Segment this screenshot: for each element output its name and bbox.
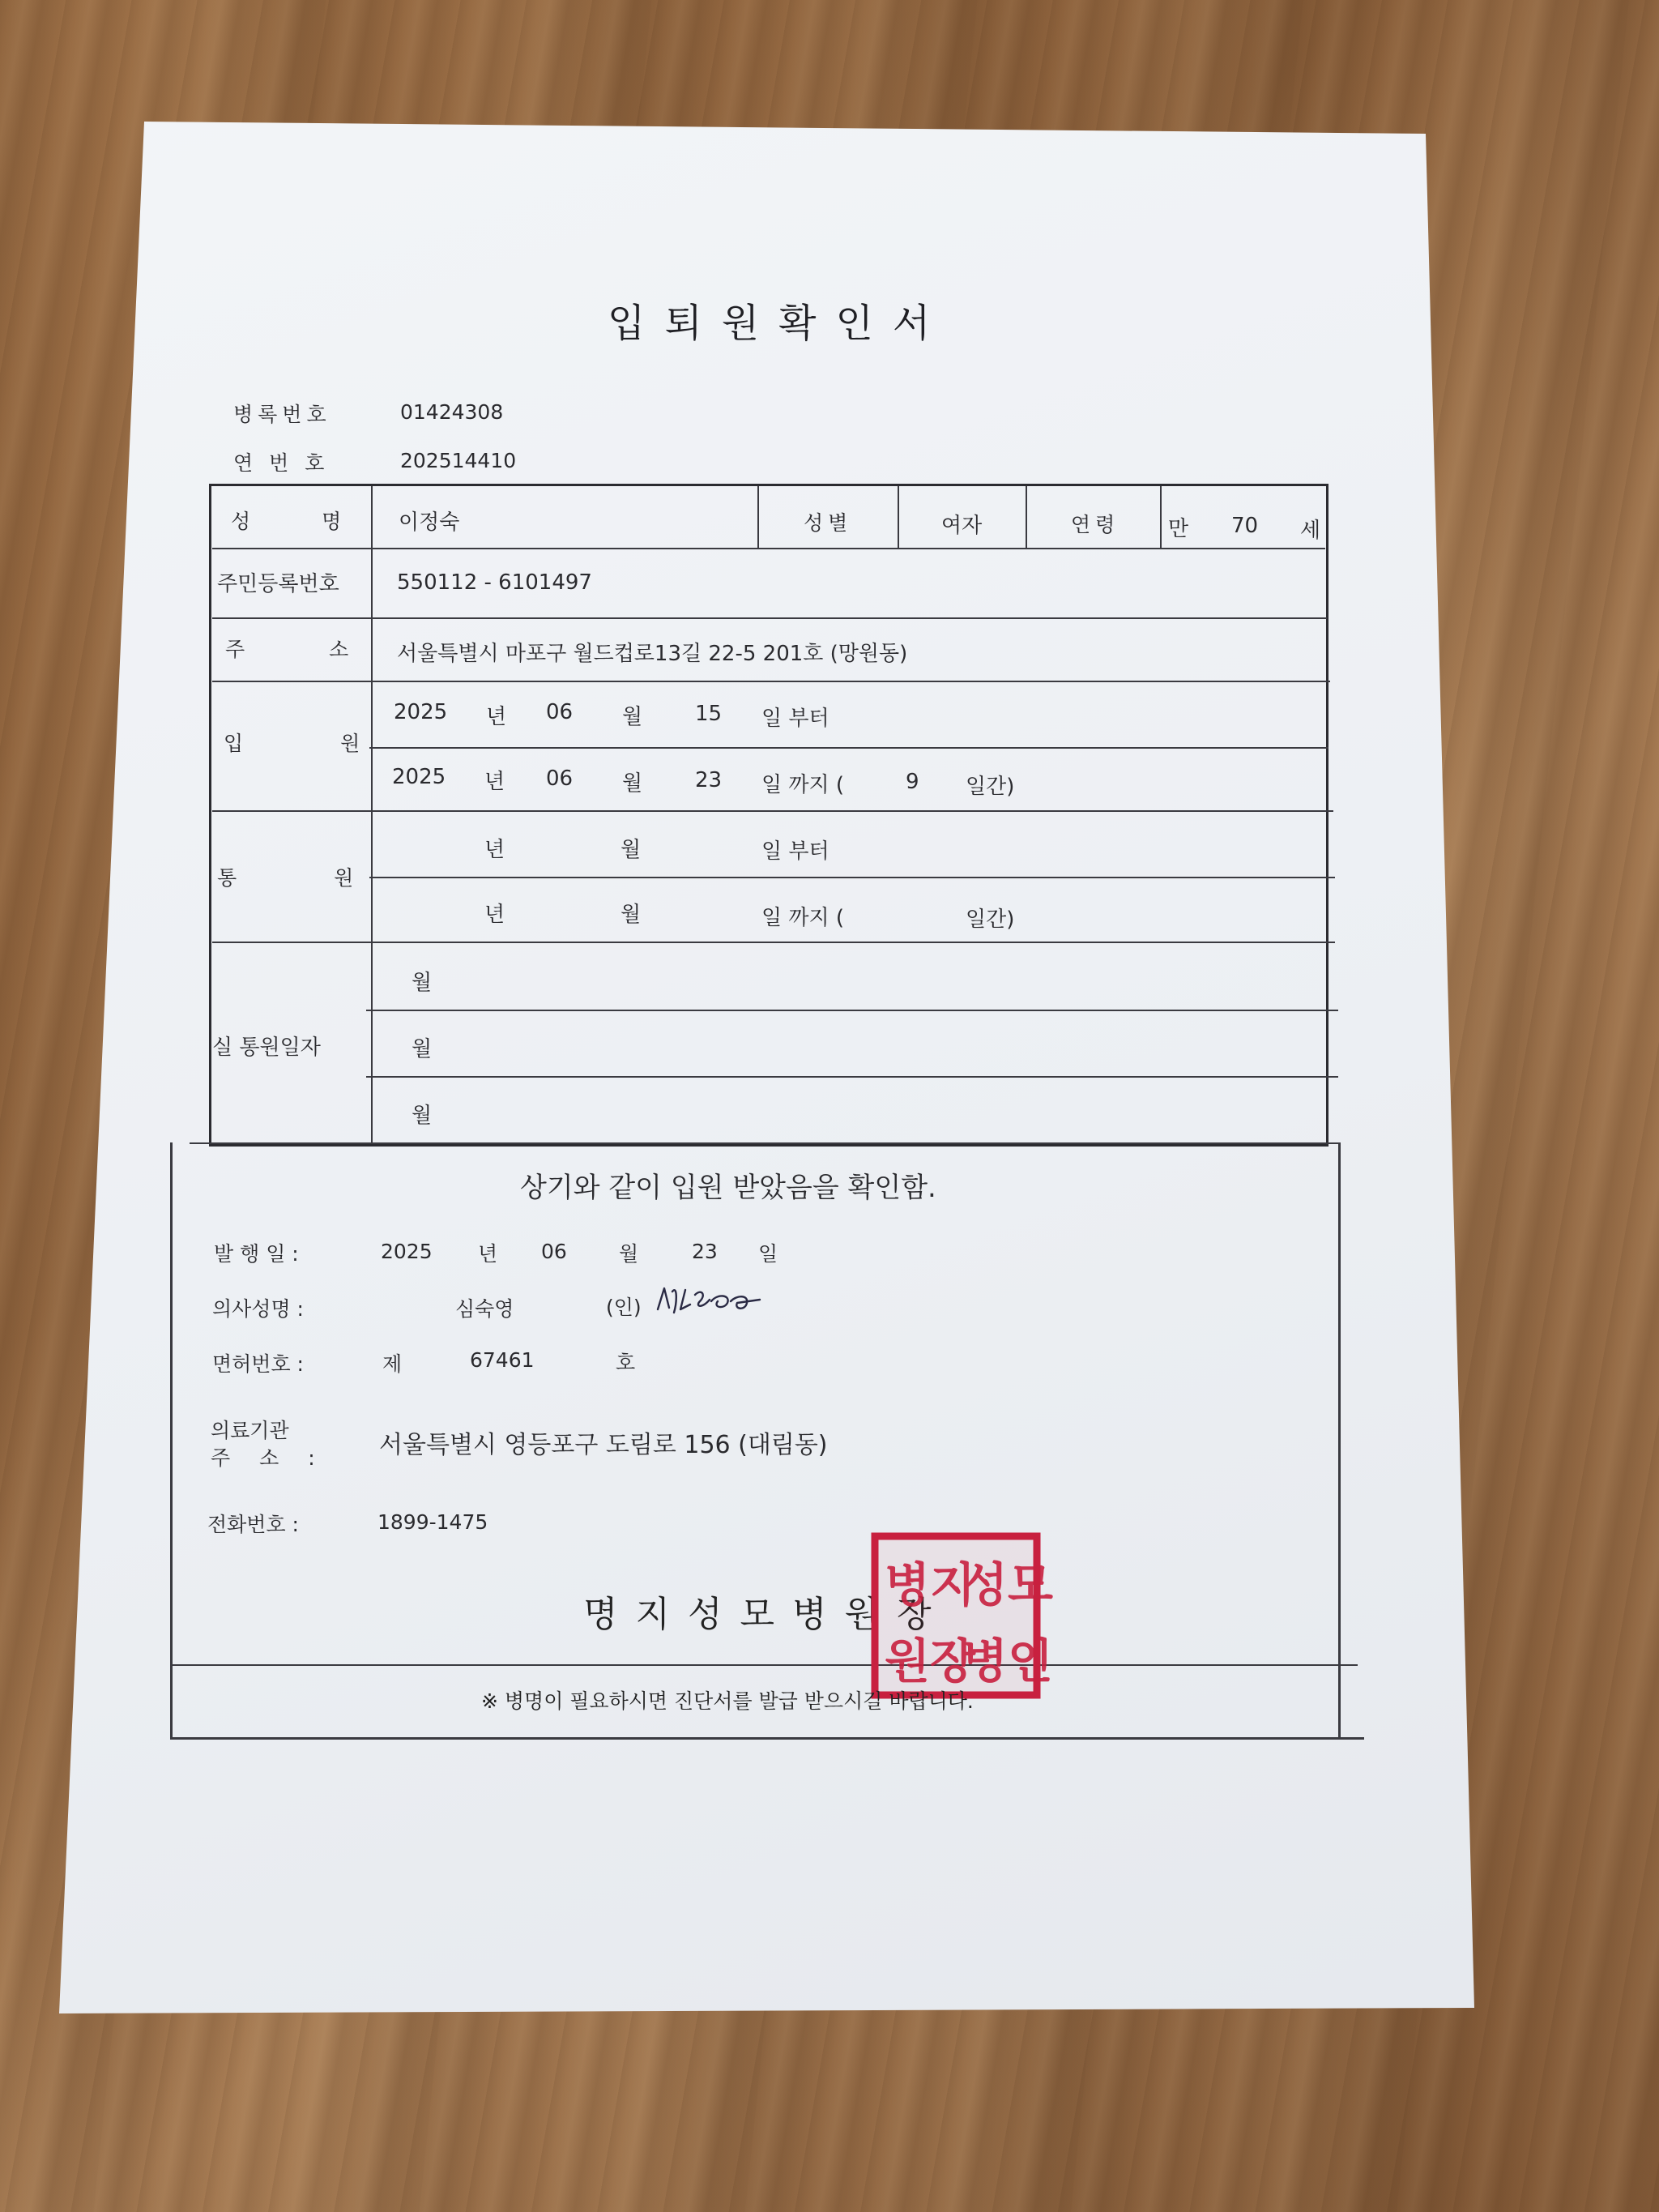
outpatient-to-m: 월: [621, 903, 642, 927]
inpatient-days-suffix: 일간): [966, 775, 1015, 799]
inpatient-from-d: 일 부터: [761, 707, 830, 731]
institution-address: 서울특별시 영등포구 도림로 156 (대림동): [379, 1431, 828, 1459]
license-number: 67461: [470, 1348, 535, 1372]
doctor-label: 의사성명 :: [212, 1297, 304, 1321]
rrn-label: 주민등록번호: [217, 572, 339, 596]
inpatient-to-month: 06: [546, 767, 574, 791]
inpatient-label: 입 원: [224, 732, 406, 755]
license-suffix: 호: [616, 1351, 636, 1374]
inpatient-from-day: 15: [695, 702, 723, 726]
actual-visit-row: 월: [412, 971, 433, 995]
inpatient-to-m: 월: [622, 771, 643, 796]
issue-date-label: 발 행 일 :: [214, 1242, 299, 1266]
serial-no-value: 202514410: [400, 449, 517, 472]
issue-y: 년: [478, 1242, 498, 1266]
rrn-value: 550112 - 6101497: [397, 570, 592, 595]
doctor-signature: [653, 1277, 766, 1322]
actual-visits-label: 실 통원일자: [212, 1036, 321, 1060]
name-label: 성 명: [231, 510, 374, 533]
issue-month: 06: [541, 1240, 567, 1263]
license-prefix: 제: [382, 1352, 403, 1376]
age-value: 70: [1231, 514, 1259, 538]
outpatient-from-m: 월: [621, 838, 642, 862]
inpatient-from-year: 2025: [394, 700, 448, 724]
address-label: 주 소: [225, 638, 388, 661]
issue-d: 일: [758, 1242, 778, 1266]
actual-visit-row: 월: [412, 1104, 433, 1128]
issue-m: 월: [619, 1242, 639, 1266]
outpatient-from-y: 년: [484, 838, 505, 862]
document-title: 입퇴원확인서: [608, 301, 950, 346]
inpatient-to-d: 일 까지 (: [761, 773, 845, 797]
sex-label: 성별: [804, 511, 853, 535]
seal-mark: (인): [606, 1296, 642, 1319]
svg-text:성모: 성모: [962, 1557, 1053, 1612]
issue-year: 2025: [381, 1240, 433, 1263]
inpatient-to-day: 23: [695, 768, 723, 792]
sex-value: 여자: [941, 514, 983, 538]
inpatient-to-year: 2025: [392, 765, 446, 789]
footer-notice: ※ 병명이 필요하시면 진단서를 발급 받으시길 바랍니다.: [481, 1689, 974, 1713]
confirmation-statement: 상기와 같이 입원 받았음을 확인함.: [520, 1172, 936, 1204]
license-label: 면허번호 :: [212, 1352, 304, 1376]
outpatient-from-d: 일 부터: [761, 839, 830, 864]
age-prefix: 만: [1168, 517, 1189, 541]
hospital-seal-stamp: [859, 1523, 1053, 1710]
inpatient-to-y: 년: [484, 770, 505, 794]
record-no-value: 01424308: [400, 400, 504, 424]
outpatient-days-suffix: 일간): [966, 907, 1015, 932]
phone-number: 1899-1475: [377, 1510, 488, 1534]
info-table: [209, 484, 1328, 1147]
inpatient-from-y: 년: [486, 705, 507, 729]
age-suffix: 세: [1300, 519, 1321, 543]
address-value: 서울특별시 마포구 월드컵로13길 22-5 201호 (망원동): [397, 642, 908, 666]
outpatient-to-d: 일 까지 (: [761, 906, 845, 930]
institution-address-label: 주 소 :: [211, 1446, 326, 1470]
name-value: 이정숙: [399, 510, 460, 535]
issue-day: 23: [692, 1240, 718, 1263]
phone-label: 전화번호 :: [207, 1513, 299, 1536]
inpatient-from-month: 06: [546, 700, 574, 724]
outpatient-to-y: 년: [484, 903, 505, 927]
serial-no-label: 연 번 호: [233, 451, 330, 475]
actual-visit-row: 월: [412, 1037, 433, 1061]
outpatient-label: 통 원: [217, 866, 399, 890]
svg-text:병인: 병인: [962, 1633, 1053, 1689]
age-label: 연령: [1071, 513, 1120, 536]
institution-label: 의료기관: [211, 1419, 289, 1442]
doctor-name: 심숙영: [455, 1297, 514, 1321]
inpatient-days: 9: [906, 770, 919, 794]
svg-text:병지: 병지: [885, 1557, 976, 1612]
record-no-label: 병록번호: [233, 403, 331, 426]
hospital-director: 명지성모병원장: [583, 1594, 949, 1635]
inpatient-from-m: 월: [622, 705, 643, 729]
svg-text:원장: 원장: [885, 1633, 976, 1689]
